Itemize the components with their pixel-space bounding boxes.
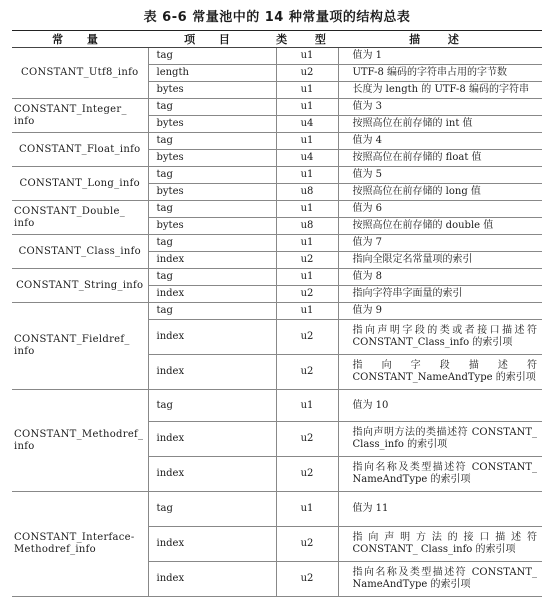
constant-pool-table (12, 30, 542, 597)
type-cell: u4 (276, 116, 338, 133)
header-row (12, 31, 542, 48)
item-cell: index (148, 527, 276, 562)
item-cell: tag (148, 99, 276, 116)
type-cell: u2 (276, 65, 338, 82)
item-cell: bytes (148, 184, 276, 201)
type-cell: u4 (276, 150, 338, 167)
desc-cell: 值为 5 (338, 167, 542, 184)
item-cell: length (148, 65, 276, 82)
constant-name-cell: CONSTANT_Integer_ info (12, 99, 148, 133)
desc-cell: 按照高位在前存储的 long 值 (338, 184, 542, 201)
desc-cell: 值为 9 (338, 303, 542, 320)
type-cell: u2 (276, 457, 338, 492)
desc-cell: 值为 6 (338, 201, 542, 218)
item-cell: index (148, 457, 276, 492)
desc-cell: 长度为 length 的 UTF-8 编码的字符串 (338, 82, 542, 99)
type-cell: u8 (276, 184, 338, 201)
item-cell: tag (148, 48, 276, 65)
item-cell: index (148, 422, 276, 457)
item-cell: tag (148, 133, 276, 150)
type-cell: u2 (276, 320, 338, 355)
item-cell: bytes (148, 150, 276, 167)
item-cell: tag (148, 492, 276, 527)
table-row (12, 133, 542, 150)
type-cell: u1 (276, 235, 338, 252)
type-cell: u1 (276, 390, 338, 422)
type-cell: u2 (276, 562, 338, 597)
type-cell: u2 (276, 252, 338, 269)
header-desc: 描 述 (338, 31, 542, 48)
item-cell: bytes (148, 116, 276, 133)
header-constant: 常 量 (12, 31, 148, 48)
table-row (12, 269, 542, 286)
type-cell: u1 (276, 133, 338, 150)
desc-cell: 值为 4 (338, 133, 542, 150)
desc-cell: 值为 3 (338, 99, 542, 116)
desc-cell: 指向全限定名常量项的索引 (338, 252, 542, 269)
constant-name-cell: CONSTANT_Interface- Methodref_info (12, 492, 148, 597)
constant-name-cell: CONSTANT_Double_ info (12, 201, 148, 235)
desc-cell: 指向字符串字面量的索引 (338, 286, 542, 303)
constant-name-cell: CONSTANT_Long_info (12, 167, 148, 201)
type-cell: u1 (276, 48, 338, 65)
table-row (12, 99, 542, 116)
header-item: 项 目 (148, 31, 276, 48)
item-cell: tag (148, 269, 276, 286)
type-cell: u2 (276, 286, 338, 303)
desc-cell: 按照高位在前存储的 float 值 (338, 150, 542, 167)
item-cell: bytes (148, 82, 276, 99)
desc-cell: 指向声明方法的接口描述符 CONSTANT_ Class_info 的索引项 (338, 527, 542, 562)
type-cell: u1 (276, 303, 338, 320)
desc-cell: 指向声明字段的类或者接口描述符 CONSTANT_Class_info 的索引项 (338, 320, 542, 355)
header-type: 类 型 (276, 31, 338, 48)
type-cell: u2 (276, 422, 338, 457)
item-cell: tag (148, 167, 276, 184)
item-cell: tag (148, 201, 276, 218)
type-cell: u1 (276, 201, 338, 218)
table-row (12, 235, 542, 252)
desc-cell: UTF-8 编码的字符串占用的字节数 (338, 65, 542, 82)
constant-name-cell: CONSTANT_Class_info (12, 235, 148, 269)
type-cell: u1 (276, 269, 338, 286)
desc-cell: 指向名称及类型描述符 CONSTANT_ NameAndType 的索引项 (338, 562, 542, 597)
desc-cell: 指向声明方法的类描述符 CONSTANT_ Class_info 的索引项 (338, 422, 542, 457)
table-caption: 表 6-6 常量池中的 14 种常量项的结构总表 (143, 10, 411, 25)
constant-name-cell: CONSTANT_Float_info (12, 133, 148, 167)
desc-cell: 值为 8 (338, 269, 542, 286)
item-cell: tag (148, 235, 276, 252)
table-row (12, 390, 542, 422)
item-cell: index (148, 286, 276, 303)
desc-cell: 按照高位在前存储的 int 值 (338, 116, 542, 133)
desc-cell: 按照高位在前存储的 double 值 (338, 218, 542, 235)
constant-name-cell: CONSTANT_Methodref_ info (12, 390, 148, 492)
table-row (12, 201, 542, 218)
item-cell: bytes (148, 218, 276, 235)
desc-cell: 值为 7 (338, 235, 542, 252)
table-row (12, 48, 542, 65)
item-cell: index (148, 562, 276, 597)
table-row (12, 167, 542, 184)
desc-cell: 值为 10 (338, 390, 542, 422)
table-body (12, 48, 542, 597)
item-cell: tag (148, 390, 276, 422)
type-cell: u1 (276, 167, 338, 184)
table-row (12, 303, 542, 320)
type-cell: u1 (276, 82, 338, 99)
item-cell: index (148, 355, 276, 390)
constant-name-cell: CONSTANT_Utf8_info (12, 48, 148, 99)
type-cell: u1 (276, 99, 338, 116)
desc-cell: 值为 1 (338, 48, 542, 65)
type-cell: u2 (276, 355, 338, 390)
item-cell: tag (148, 303, 276, 320)
type-cell: u1 (276, 492, 338, 527)
desc-cell: 值为 11 (338, 492, 542, 527)
item-cell: index (148, 252, 276, 269)
item-cell: index (148, 320, 276, 355)
desc-cell: 指向字段描述符 CONSTANT_NameAndType 的索引项 (338, 355, 542, 390)
constant-name-cell: CONSTANT_String_info (12, 269, 148, 303)
type-cell: u2 (276, 527, 338, 562)
desc-cell: 指向名称及类型描述符 CONSTANT_ NameAndType 的索引项 (338, 457, 542, 492)
table-row (12, 492, 542, 527)
type-cell: u8 (276, 218, 338, 235)
constant-name-cell: CONSTANT_Fieldref_ info (12, 303, 148, 390)
